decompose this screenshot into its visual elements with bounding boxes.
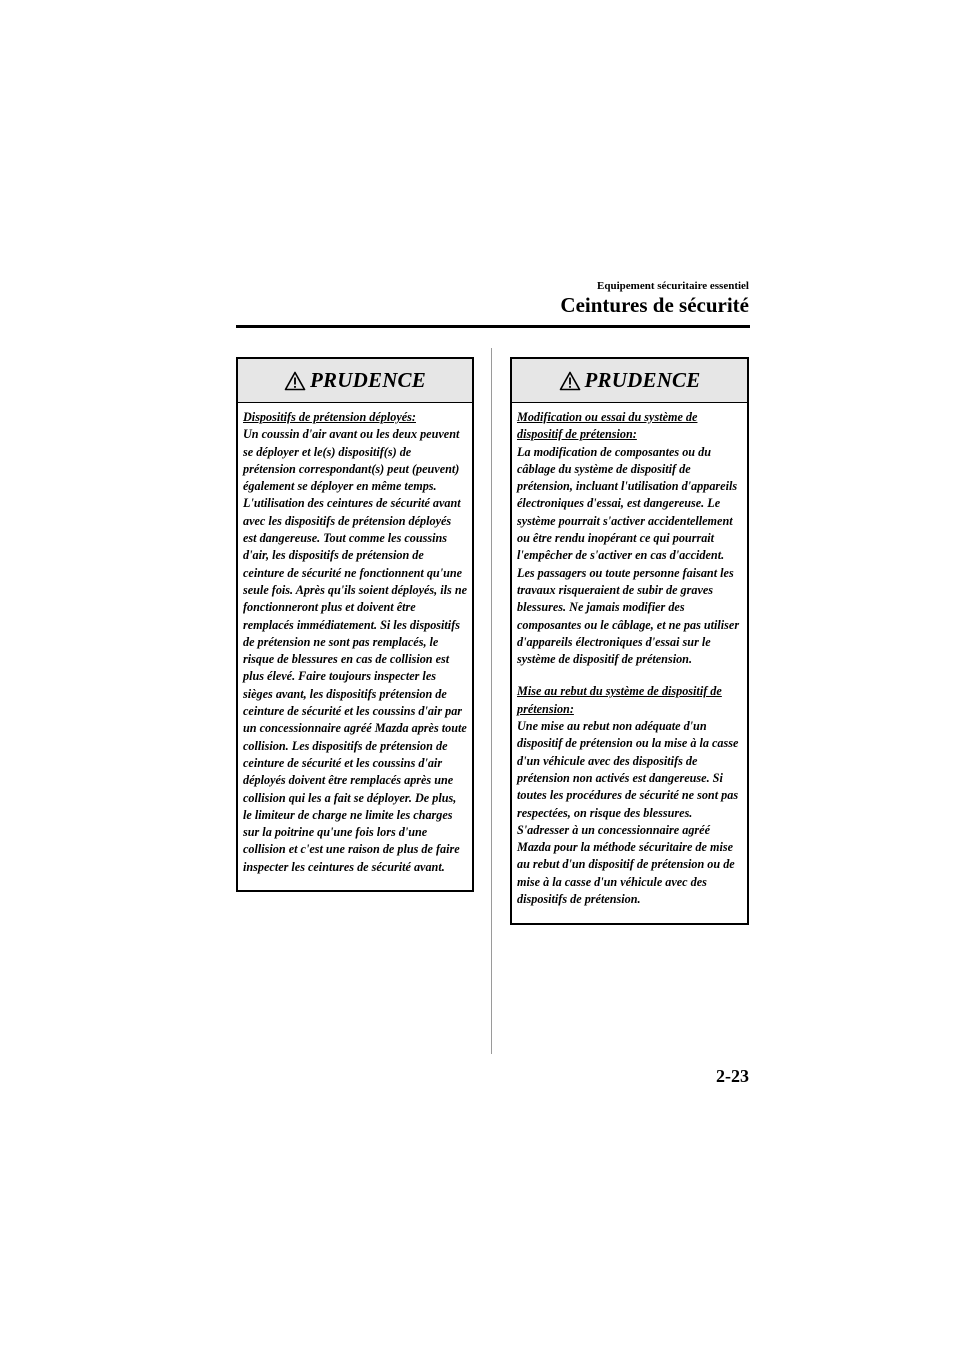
- paragraph-heading: Mise au rebut du système de dispositif de prétension:: [517, 684, 722, 716]
- warning-paragraph: [517, 683, 742, 908]
- warning-body: [512, 403, 747, 908]
- warning-triangle-icon: [559, 371, 581, 391]
- warning-title: PRUDENCE: [310, 368, 426, 392]
- header-rule: [236, 325, 750, 328]
- warning-paragraph: [243, 409, 467, 876]
- page-title: Ceintures de sécurité: [560, 293, 749, 317]
- section-label: Equipement sécuritaire essentiel: [597, 280, 749, 292]
- paragraph-text: Une mise au rebut non adéquate d'un dispositif de prétension ou la mise à la casse d'un véhicule avec des dispositifs de prétension non activés est dangereuse. Si toutes les procédures de sécurité ne sont pas respectées, on risque des blessures. S'adresser à un concessionnaire agréé Mazda pour la méthode sécuritaire de mise au rebut d'un dispositif de prétension ou de mise à la casse d'un véhicule avec des dispositifs de prétension.: [517, 719, 739, 907]
- warning-triangle-icon: [284, 371, 306, 391]
- warning-header: [512, 359, 747, 403]
- warning-header: [238, 359, 472, 403]
- paragraph-text: Un coussin d'air avant ou les deux peuvent se déployer et le(s) dispositif(s) de prétension correspondant(s) peut (peuvent) également se déployer en même temps. L'utilisation des ceintures de sécurité avant avec les dispositifs de prétension déployés est dangereuse. Tout comme les coussins d'air, les dispositifs de prétension de ceinture de sécurité ne fonctionnent qu'une seule fois. Après qu'ils soient déployés, ils ne fonctionneront plus et doivent être remplacés immédiatement. Si les dispositifs de prétension ne sont pas remplacés, le risque de blessures en cas de collision est plus élevé. Faire toujours inspecter les sièges avant, les dispositifs prétension de ceinture de sécurité et les coussins d'air par un concessionnaire agréé Mazda après toute collision. Les dispositifs de prétension de ceinture de sécurité et les coussins d'air déployés doivent être remplacés après une collision qui les a fait se déployer. De plus, le limiteur de charge ne limite les charges sur la poitrine qu'une fois lors d'une collision et c'est une raison de plus de faire inspecter les ceintures de sécurité avant.: [243, 427, 468, 874]
- warning-box-right: [510, 357, 749, 925]
- warning-box-left: [236, 357, 474, 892]
- paragraph-heading: Dispositifs de prétension déployés:: [243, 410, 416, 424]
- column-divider: [491, 348, 492, 1054]
- paragraph-heading: Modification ou essai du système de dispositif de prétension:: [517, 410, 698, 442]
- paragraph-text: La modification de composantes ou du câblage du système de dispositif de prétension, incluant l'utilisation d'appareils électroniques d'essai, est dangereuse. Le système pourrait s'activer accidentellement ou être rendu inopérant ce qui pourrait l'empêcher de s'activer en cas d'accident. Les passagers ou toute personne faisant les travaux risqueraient de subir de graves blessures. Ne jamais modifier des composantes ou le câblage, et ne pas utiliser d'appareils électroniques d'essai sur le système de dispositif de prétension.: [517, 444, 740, 667]
- warning-title: PRUDENCE: [584, 368, 701, 392]
- warning-paragraph: [517, 409, 742, 668]
- warning-body: [238, 403, 472, 876]
- page-number: 2-23: [716, 1066, 749, 1086]
